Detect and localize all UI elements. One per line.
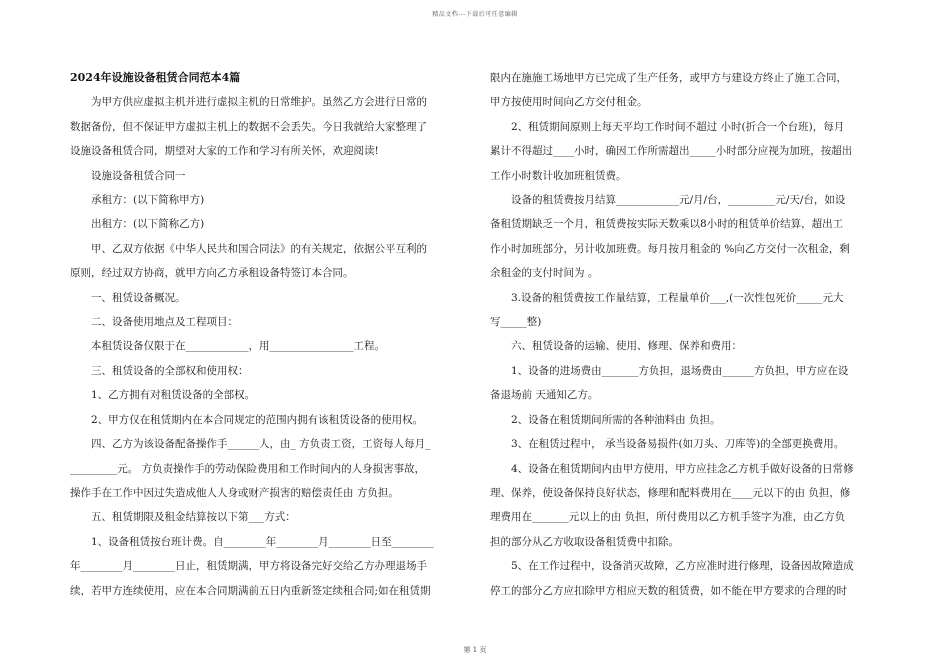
text-line: 五、租赁期限及租金结算按以下第___方式： (91, 511, 296, 524)
text-line: 操作手在工作中因过失造成他人人身或财产损害的赔偿责任由 方负担。 (70, 486, 399, 499)
text-line: 停工的部分乙方应扣除甲方相应天数的租赁费，如不能在甲方要求的合理的时 (490, 584, 847, 597)
text-line: 四、乙方为该设备配备操作手______人，由_ 方负责工资，工资每人每月_ (91, 438, 431, 451)
text-line: 三、租赁设备的全部权和使用权： (91, 364, 249, 377)
text-line: 作小时加班部分，另计收加班费。每月按月租金的 %向乙方交付一次租金，剩 (490, 242, 850, 255)
text-line: 出租方：(以下简称乙方) (91, 218, 205, 231)
text-line: 为甲方供应虚拟主机并进行虚拟主机的日常维护。虽然乙方会进行日常的 (91, 96, 427, 109)
text-line: 设施设备租赁合同一 (91, 169, 186, 182)
text-line: 甲方按使用时间向乙方交付租金。 (490, 96, 648, 109)
text-line: 累计不得超过____小时，确因工作所需超出_____小时部分应视为加班，按超出 (490, 145, 853, 158)
text-line: 本租赁设备仅限于在____________，用________________工程。 (91, 340, 385, 353)
page-footer: 第 1 页 (463, 646, 487, 654)
text-line: _________元。 方负责操作手的劳动保险费用和工作时间内的人身损害事故， (70, 462, 426, 475)
text-line: 3、在租赁过程中， 承当设备易损件(如刀头、刀库等)的全部更换费用。 (511, 438, 845, 451)
text-line: 工作小时数计收加班租赁费。 (490, 169, 627, 182)
text-line: 理费用在_______元以上的由 负担，所付费用以乙方机手签字为准，由乙方负 (490, 511, 846, 524)
text-line: 备退场前 天通知乙方。 (490, 389, 599, 402)
text-line: 续，若甲方连续使用，应在本合同期满前五日内重新签定续租合同;如在租赁期 (70, 584, 431, 597)
text-line: 二、设备使用地点及工程项目： (91, 316, 238, 329)
page-header: 精品文档---下载后可任意编辑 (432, 11, 518, 18)
text-line: 5、在工作过程中，设备消灭故障，乙方应准时进行修理，设备因故障造成 (511, 560, 854, 573)
text-line: 原则，经过双方协商，就甲方向乙方承租设备特签订本合同。 (70, 267, 354, 280)
text-line: 4、设备在租赁期间内由甲方使用，甲方应挂念乙方机手做好设备的日常修 (511, 462, 854, 475)
text-line: 余租金的支付时间为 。 (490, 267, 599, 280)
text-line: 承租方：(以下简称甲方) (91, 194, 205, 207)
text-line: 设施设备租赁合同，期望对大家的工作和学习有所关怀，欢迎阅读! (70, 145, 379, 158)
text-line: 备租赁期缺乏一个月，租赁费按实际天数乘以8小时的租赁单价结算，超出工 (490, 218, 844, 231)
text-line: 担的部分从乙方收取设备租赁费中扣除。 (490, 535, 679, 548)
text-line: 2、设备在租赁期间所需的各种油料由 负担。 (511, 413, 721, 426)
text-line: 限内在施施工场地甲方已完成了生产任务，或甲方与建设方终止了施工合同， (490, 72, 847, 84)
text-line: 一、租赁设备概况。 (91, 291, 186, 304)
right-column (490, 66, 880, 603)
document-title: 2024年设施设备租赁合同范本4篇 (70, 71, 241, 84)
text-line: 1、设备的进场费由_______方负担，退场费由______方负担，甲方应在设 (511, 364, 849, 377)
text-line: 2、甲方仅在租赁期内在本合同规定的范围内拥有该租赁设备的使用权。 (91, 413, 424, 426)
text-line: 设备的租赁费按月结算____________元/月/台，_________元/天/台，如设 (511, 194, 846, 207)
text-line: 数据备份，但不保证甲方虚拟主机上的数据不会丢失。今日我就给大家整理了 (70, 120, 427, 133)
text-line: 1、乙方拥有对租赁设备的全部权。 (91, 389, 256, 402)
text-line: 理、保养，使设备保持良好状态，修理和配料费用在____元以下的由 负担，修 (490, 486, 851, 499)
text-line: 3.设备的租赁费按工作量结算，工程量单价___,(一次性包死价_____元大 (511, 291, 844, 304)
left-column (70, 66, 460, 603)
text-line: 年________月________日止，租赁期满，甲方将设备完好交给乙方办理退场手 (70, 560, 427, 573)
text-line: 1、设备租赁按台班计费。自________年________月________日至________ (91, 535, 434, 548)
text-line: 六、租赁设备的运输、使用、修理、保养和费用： (511, 340, 742, 353)
text-line: 2、租赁期间原则上每天平均工作时间不超过 小时(折合一个台班)，每月 (511, 120, 845, 133)
text-line: 写_____整) (490, 316, 542, 329)
text-line: 甲、乙双方依据《中华人民共和国合同法》的有关规定，依据公平互利的 (91, 242, 427, 255)
